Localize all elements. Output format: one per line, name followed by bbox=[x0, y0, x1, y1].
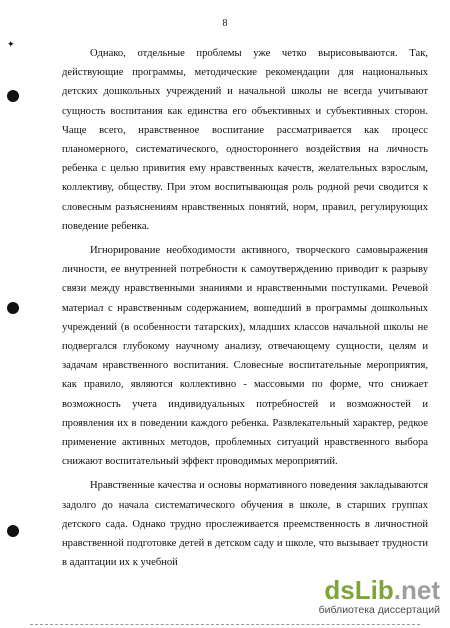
binder-hole bbox=[7, 90, 19, 102]
document-body bbox=[62, 44, 428, 572]
paragraph: Игнорирование необходимости активного, творческого самовыражения личности, ее внутренней потребности к самоутверждению приводит к разрыву связи между нравственными знаниями и нравственными поступками. Речевой материал с нравственным содержанием, вошедший в программы дошкольных учреждений (в особенности татарских), младших классов начальной школы не подвергался глубокому научному анализу, отвечающему сущности, целям и задачам нравственного воспитания. Словесные воспитательные мероприятия, как правило, являются коллективно - массовыми по форме, что снижает возможность учета индивидуальных потребностей и возможностей и проявления их в поведении каждого ребенка. Развлекательный характер, редкое применение активных методов, проблемных ситуаций нравственного выбора снижают воспитательный эффект проводимых мероприятий. bbox=[62, 245, 428, 468]
logo-part-1: dsLib bbox=[324, 575, 394, 605]
watermark-subtitle: библиотека диссертаций bbox=[318, 604, 440, 616]
page-number: 8 bbox=[222, 18, 228, 29]
scan-bottom-edge bbox=[30, 623, 420, 625]
watermark-logo bbox=[308, 576, 440, 604]
binder-hole bbox=[7, 525, 19, 537]
paragraph: Нравственные качества и основы нормативного поведения закладываются задолго до начала систематического обучения в школе, в старших группах детского сада. Однако трудно прослеживается преемственность в личностной нравственной подготовке детей в детском саду и школе, что вызывает трудности в адаптации их к учебной bbox=[62, 480, 428, 569]
binder-hole bbox=[7, 302, 19, 314]
logo-part-2: .net bbox=[393, 575, 440, 605]
watermark[interactable] bbox=[308, 576, 440, 622]
paragraph: Однако, отдельные проблемы уже четко вырисовываются. Так, действующие программы, методические рекомендации для национальных детских дошкольных учреждений и начальной школы не всегда учитывают сущность воспитания как единства его объективных и субъективных сторон. Чаще всего, нравственное воспитание рассматривается как процесс планомерного, систематического, одностороннего воздействия на личность ребенка с целью привития ему нравственных качеств, желательных взрослым, коллективу, обществу. При этом воспитывающая роль родной речи сводится к словесным разъяснениям нравственных понятий, норм, правил, регулирующих поведение ребенка. bbox=[62, 48, 428, 232]
margin-mark-icon: ✦ bbox=[7, 39, 15, 49]
